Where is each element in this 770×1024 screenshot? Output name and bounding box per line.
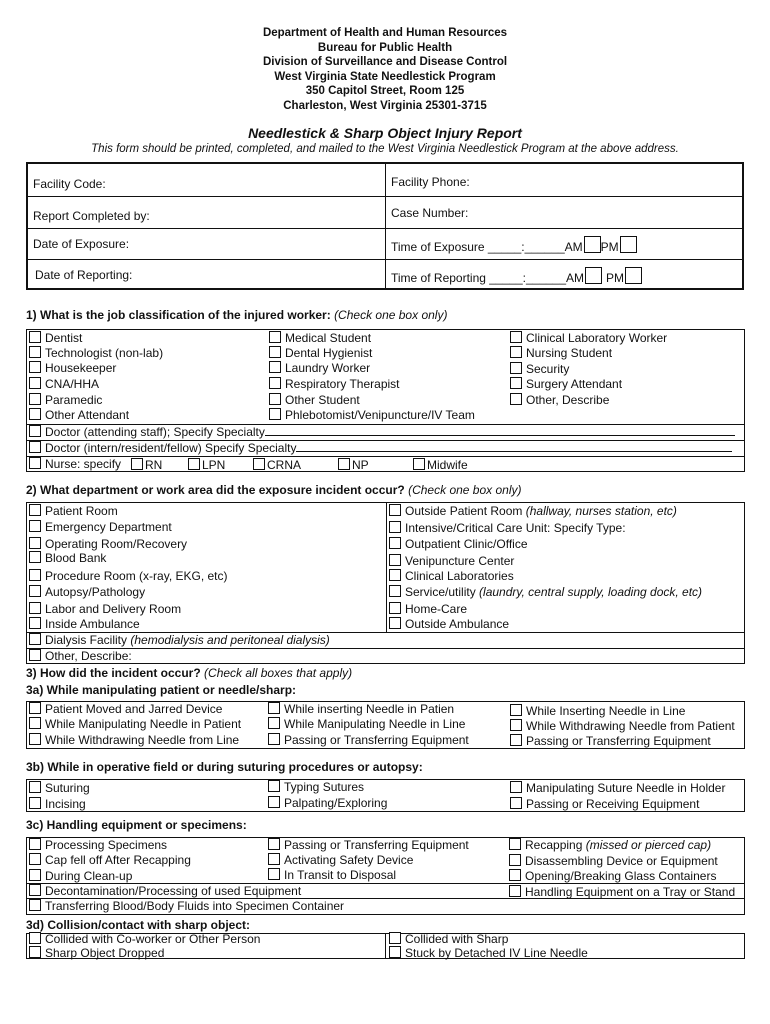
checkbox-icon[interactable] [29, 537, 41, 549]
checkbox-icon[interactable] [29, 797, 41, 809]
info-row-line [28, 228, 742, 229]
q3c-heading: 3c) Handling equipment or specimens: [26, 818, 247, 832]
checkbox-icon[interactable] [269, 331, 281, 343]
incident-option[interactable] [29, 717, 241, 731]
facility-phone-field[interactable]: Facility Phone: [391, 175, 470, 189]
checkbox-icon[interactable] [269, 377, 281, 389]
reporting-pm-checkbox[interactable] [625, 267, 642, 284]
specialty-line[interactable] [296, 441, 732, 452]
option-label: Nursing Student [526, 346, 613, 360]
job-option[interactable] [269, 377, 400, 391]
option-label: While Inserting Needle in Line [526, 704, 686, 718]
operative-option[interactable] [29, 797, 86, 811]
nurse-lpn[interactable] [186, 458, 225, 472]
option-label: Medical Student [285, 331, 372, 345]
option-dialysis[interactable] [29, 633, 330, 647]
facility-code-field[interactable]: Facility Code: [33, 177, 106, 191]
checkbox-icon[interactable] [29, 838, 41, 850]
option-label: Collided with Sharp [405, 932, 509, 946]
equipment-option[interactable] [268, 868, 396, 882]
checkbox-icon[interactable] [510, 346, 522, 358]
checkbox-icon[interactable] [131, 458, 143, 470]
option-label: While Manipulating Needle in Patient [45, 717, 242, 731]
option-label: LPN [202, 458, 226, 472]
collision-option[interactable] [389, 932, 508, 946]
department-option[interactable] [29, 617, 140, 631]
checkbox-icon[interactable] [29, 733, 41, 745]
checkbox-icon[interactable] [413, 458, 425, 470]
option-label: Home-Care [405, 602, 468, 616]
report-info-box [26, 162, 744, 290]
job-option[interactable] [510, 377, 622, 391]
checkbox-icon[interactable] [29, 899, 41, 911]
checkbox-icon[interactable] [509, 854, 521, 866]
option-label: Opening/Breaking Glass Containers [525, 869, 717, 883]
option-label: Inside Ambulance [45, 617, 140, 631]
checkbox-icon[interactable] [29, 869, 41, 881]
option-label: Outside Patient Room [405, 504, 523, 518]
option-label: Passing or Receiving Equipment [526, 797, 700, 811]
q1-question: 1) What is the job classification of the injured worker: [26, 308, 331, 322]
option-label: Passing or Transferring Equipment [284, 838, 469, 852]
job-option[interactable] [510, 346, 612, 360]
checkbox-icon[interactable] [253, 458, 265, 470]
nurse-midwife[interactable] [411, 458, 468, 472]
reporting-am-checkbox[interactable] [585, 267, 602, 284]
option-label: While inserting Needle in Patien [284, 702, 455, 716]
option-label: Autopsy/Pathology [45, 585, 146, 599]
header-line: West Virginia State Needlestick Program [274, 70, 496, 83]
option-label: Manipulating Suture Needle in Holder [526, 781, 726, 795]
checkbox-icon[interactable] [389, 602, 401, 614]
option-label: Dentist [45, 331, 83, 345]
info-row-line [28, 196, 742, 197]
exposure-pm-checkbox[interactable] [620, 236, 637, 253]
time-of-exposure-label: Time of Exposure _____:______AM [391, 240, 583, 254]
form-subtitle: This form should be printed, completed, and mailed to the West Virginia Needlestick Program at the above address. [91, 143, 679, 155]
pm-label: PM [606, 271, 625, 285]
job-option[interactable] [29, 393, 102, 407]
q2-heading [26, 483, 521, 497]
equipment-option[interactable] [29, 853, 191, 867]
checkbox-icon[interactable] [510, 719, 522, 731]
q3-question: 3) How did the incident occur? [26, 666, 201, 680]
incident-option[interactable] [510, 704, 685, 718]
option-label: Handling Equipment on a Tray or Stand [525, 885, 736, 899]
q3d-divider [385, 933, 386, 959]
option-hint: (hemodialysis and peritoneal dialysis) [130, 633, 330, 647]
equipment-option[interactable] [268, 838, 469, 852]
option-label: Surgery Attendant [526, 377, 623, 391]
option-decontamination[interactable] [29, 884, 301, 898]
option-label: While Withdrawing Needle from Line [45, 733, 240, 747]
equipment-option[interactable] [29, 838, 167, 852]
checkbox-icon[interactable] [29, 946, 41, 958]
department-option[interactable] [29, 569, 228, 583]
incident-option[interactable] [510, 734, 711, 748]
checkbox-icon[interactable] [389, 617, 401, 629]
option-label: Procedure Room (x-ray, EKG, etc) [45, 569, 228, 583]
department-option[interactable] [389, 569, 514, 583]
q2-question: 2) What department or work area did the exposure incident occur? [26, 483, 405, 497]
option-label: Typing Sutures [284, 780, 365, 794]
option-label: Doctor (attending staff); Specify Specialty [45, 425, 265, 439]
checkbox-icon[interactable] [29, 781, 41, 793]
option-doctor-intern[interactable] [29, 441, 732, 455]
equipment-option[interactable] [509, 869, 716, 883]
option-label: CNA/HHA [45, 377, 100, 391]
checkbox-icon[interactable] [29, 649, 41, 661]
operative-option[interactable] [268, 796, 387, 810]
time-of-reporting-label: Time of Reporting _____:______AM [391, 271, 585, 285]
option-recapping[interactable] [509, 838, 711, 852]
job-option[interactable] [269, 393, 360, 407]
checkbox-icon[interactable] [389, 521, 401, 533]
checkbox-icon[interactable] [268, 780, 280, 792]
option-label: During Clean-up [45, 869, 133, 883]
checkbox-icon[interactable] [510, 393, 522, 405]
checkbox-icon[interactable] [29, 425, 41, 437]
info-row-line [28, 259, 742, 260]
checkbox-icon[interactable] [389, 585, 401, 597]
header-line: Bureau for Public Health [317, 41, 453, 54]
checkbox-icon[interactable] [510, 797, 522, 809]
department-option[interactable] [29, 537, 187, 551]
q2-hint: (Check one box only) [408, 483, 522, 497]
option-label: RN [145, 458, 163, 472]
exposure-am-checkbox[interactable] [584, 236, 601, 253]
equipment-option[interactable] [29, 869, 132, 883]
checkbox-icon[interactable] [389, 569, 401, 581]
checkbox-icon[interactable] [269, 408, 281, 420]
option-label: Collided with Co-worker or Other Person [45, 932, 261, 946]
incident-option[interactable] [29, 733, 239, 747]
option-label: NP [352, 458, 369, 472]
option-label: Midwife [427, 458, 468, 472]
equipment-option[interactable] [509, 854, 718, 868]
checkbox-icon[interactable] [509, 869, 521, 881]
checkbox-icon[interactable] [29, 393, 41, 405]
info-divider [385, 164, 386, 288]
option-label: Processing Specimens [45, 838, 168, 852]
option-label: Dental Hygienist [285, 346, 373, 360]
option-label: Patient Moved and Jarred Device [45, 702, 223, 716]
collision-option[interactable] [389, 946, 588, 960]
department-option[interactable] [29, 520, 172, 534]
option-label: Laundry Worker [285, 361, 371, 375]
incident-option[interactable] [29, 702, 222, 716]
checkbox-icon[interactable] [29, 702, 41, 714]
checkbox-icon[interactable] [29, 717, 41, 729]
checkbox-icon[interactable] [29, 457, 41, 469]
checkbox-icon[interactable] [269, 361, 281, 373]
checkbox-icon[interactable] [509, 885, 521, 897]
header-line: Division of Surveillance and Disease Control [262, 56, 508, 68]
option-label: Outside Ambulance [405, 617, 510, 631]
checkbox-icon[interactable] [389, 537, 401, 549]
option-label: Paramedic [45, 393, 103, 407]
option-hint: (laundry, central supply, loading dock, etc) [479, 585, 703, 599]
option-label: Other, Describe [526, 393, 610, 407]
job-option[interactable] [29, 346, 163, 360]
department-option[interactable] [389, 602, 467, 616]
option-label: Clinical Laboratory Worker [526, 331, 668, 345]
incident-option[interactable] [268, 717, 465, 731]
job-option[interactable] [510, 393, 609, 407]
date-of-exposure-field[interactable]: Date of Exposure: [33, 237, 130, 251]
q1-row-line [26, 456, 745, 457]
option-label: Emergency Department [45, 520, 172, 534]
option-label: Security [526, 362, 570, 376]
checkbox-icon[interactable] [268, 717, 280, 729]
time-of-reporting-field[interactable] [391, 267, 642, 285]
option-label: Dialysis Facility [45, 633, 128, 647]
collision-option[interactable] [29, 932, 260, 946]
agency-header [0, 26, 770, 113]
option-label: While Withdrawing Needle from Patient [526, 719, 735, 733]
q2-row-line [26, 648, 745, 649]
option-label: Incising [45, 797, 86, 811]
time-of-exposure-field[interactable] [391, 236, 637, 254]
job-option[interactable] [510, 362, 569, 376]
header-line: 350 Capitol Street, Room 125 [305, 85, 465, 97]
checkbox-icon[interactable] [29, 551, 41, 563]
checkbox-icon[interactable] [389, 504, 401, 516]
form-title: Needlestick & Sharp Object Injury Report [248, 125, 522, 141]
option-label: Suturing [45, 781, 90, 795]
department-option[interactable] [29, 504, 118, 518]
checkbox-icon[interactable] [29, 932, 41, 944]
checkbox-icon[interactable] [510, 377, 522, 389]
option-label: Housekeeper [45, 361, 117, 375]
checkbox-icon[interactable] [510, 781, 522, 793]
option-transferring-blood[interactable] [29, 899, 344, 913]
operative-option[interactable] [510, 781, 725, 795]
department-option[interactable] [29, 585, 145, 599]
option-hint: (missed or pierced cap) [585, 838, 712, 852]
checkbox-icon[interactable] [29, 346, 41, 358]
pm-label: PM [600, 240, 619, 254]
job-option[interactable] [269, 408, 475, 422]
option-label: Other Attendant [45, 408, 130, 422]
checkbox-icon[interactable] [29, 504, 41, 516]
checkbox-icon[interactable] [29, 520, 41, 532]
option-label: Venipuncture Center [405, 554, 515, 568]
option-label: Sharp Object Dropped [45, 946, 165, 960]
option-label: Service/utility [405, 585, 476, 599]
checkbox-icon[interactable] [338, 458, 350, 470]
job-option[interactable] [29, 377, 99, 391]
q3d-heading: 3d) Collision/contact with sharp object: [26, 918, 251, 932]
checkbox-icon[interactable] [510, 331, 522, 343]
department-option[interactable] [389, 554, 514, 568]
checkbox-icon[interactable] [29, 633, 41, 645]
header-line: Charleston, West Virginia 25301-3715 [283, 99, 487, 112]
checkbox-icon[interactable] [29, 361, 41, 373]
checkbox-icon[interactable] [268, 702, 280, 714]
checkbox-icon[interactable] [29, 853, 41, 865]
option-label: Blood Bank [45, 551, 107, 565]
incident-option[interactable] [510, 719, 735, 733]
option-label: Passing or Transferring Equipment [526, 734, 711, 748]
option-label: Cap fell off After Recapping [45, 853, 191, 867]
checkbox-icon[interactable] [188, 458, 200, 470]
checkbox-icon[interactable] [29, 441, 41, 453]
checkbox-icon[interactable] [268, 853, 280, 865]
equipment-option[interactable] [509, 885, 735, 899]
incident-option[interactable] [268, 733, 469, 747]
checkbox-icon[interactable] [510, 362, 522, 374]
department-option[interactable] [389, 504, 677, 518]
option-label: Technologist (non-lab) [45, 346, 164, 360]
specialty-line[interactable] [265, 425, 735, 436]
option-doctor-attending[interactable] [29, 425, 735, 439]
report-completed-by-field[interactable]: Report Completed by: [33, 209, 150, 223]
option-label: CRNA [267, 458, 302, 472]
option-label: Other Student [285, 393, 360, 407]
checkbox-icon[interactable] [389, 932, 401, 944]
checkbox-icon[interactable] [389, 554, 401, 566]
option-label: Operating Room/Recovery [45, 537, 188, 551]
header-line: Department of Health and Human Resources [262, 27, 508, 39]
q3-heading [26, 666, 352, 680]
department-option[interactable] [389, 617, 509, 631]
option-label: Respiratory Therapist [285, 377, 400, 391]
option-label: Outpatient Clinic/Office [405, 537, 528, 551]
checkbox-icon[interactable] [269, 346, 281, 358]
option-hint: (hallway, nurses station, etc) [525, 504, 677, 518]
department-option[interactable] [29, 551, 106, 565]
option-label: Recapping [525, 838, 583, 852]
option-label: Phlebotomist/Venipuncture/IV Team [285, 408, 475, 422]
checkbox-icon[interactable] [29, 602, 41, 614]
option-label: While Manipulating Needle in Line [284, 717, 466, 731]
job-option[interactable] [269, 361, 370, 375]
checkbox-icon[interactable] [29, 884, 41, 896]
checkbox-icon[interactable] [29, 585, 41, 597]
option-label: Labor and Delivery Room [45, 602, 182, 616]
option-label: Nurse: specify [45, 457, 122, 471]
checkbox-icon[interactable] [29, 408, 41, 420]
option-nurse[interactable] [29, 457, 121, 471]
q3-hint: (Check all boxes that apply) [204, 666, 353, 680]
checkbox-icon[interactable] [269, 393, 281, 405]
option-label: Patient Room [45, 504, 118, 518]
incident-option[interactable] [268, 702, 454, 716]
option-label: Other, Describe: [45, 649, 132, 663]
date-of-reporting-field[interactable]: Date of Reporting: [35, 268, 133, 282]
nurse-crna[interactable] [251, 458, 301, 472]
checkbox-icon[interactable] [29, 617, 41, 629]
department-option[interactable] [389, 521, 626, 535]
checkbox-icon[interactable] [268, 838, 280, 850]
option-label: Decontamination/Processing of used Equipment [45, 884, 302, 898]
department-option[interactable] [389, 537, 528, 551]
q3a-heading: 3a) While manipulating patient or needle/sharp: [26, 683, 297, 697]
operative-option[interactable] [510, 797, 699, 811]
job-option[interactable] [510, 331, 667, 345]
option-label: Passing or Transferring Equipment [284, 733, 469, 747]
checkbox-icon[interactable] [510, 704, 522, 716]
equipment-option[interactable] [268, 853, 413, 867]
job-option[interactable] [29, 408, 129, 422]
department-option[interactable] [29, 602, 181, 616]
checkbox-icon[interactable] [29, 377, 41, 389]
checkbox-icon[interactable] [510, 734, 522, 746]
collision-option[interactable] [29, 946, 164, 960]
q3b-heading: 3b) While in operative field or during suturing procedures or autopsy: [26, 760, 423, 774]
nurse-rn[interactable] [129, 458, 162, 472]
case-number-field[interactable]: Case Number: [391, 206, 469, 220]
nurse-np[interactable] [336, 458, 369, 472]
checkbox-icon[interactable] [389, 946, 401, 958]
operative-option[interactable] [29, 781, 90, 795]
job-option[interactable] [29, 361, 116, 375]
option-label: Doctor (intern/resident/fellow) Specify Specialty [45, 441, 297, 455]
q2-divider [386, 502, 387, 632]
option-label: Intensive/Critical Care Unit: Specify Type: [405, 521, 626, 535]
option-label: Disassembling Device or Equipment [525, 854, 718, 868]
job-option[interactable] [269, 331, 371, 345]
checkbox-icon[interactable] [268, 796, 280, 808]
option-label: Palpating/Exploring [284, 796, 388, 810]
q1-heading [26, 308, 447, 322]
department-option[interactable] [389, 585, 702, 599]
option-other-describe[interactable] [29, 649, 132, 663]
checkbox-icon[interactable] [268, 733, 280, 745]
checkbox-icon[interactable] [268, 868, 280, 880]
checkbox-icon[interactable] [29, 331, 41, 343]
option-label: Transferring Blood/Body Fluids into Specimen Container [45, 899, 345, 913]
option-label: Activating Safety Device [284, 853, 414, 867]
option-label: Clinical Laboratories [405, 569, 514, 583]
checkbox-icon[interactable] [29, 569, 41, 581]
option-label: Stuck by Detached IV Line Needle [405, 946, 588, 960]
checkbox-icon[interactable] [509, 838, 521, 850]
option-label: In Transit to Disposal [284, 868, 397, 882]
job-option[interactable] [29, 331, 82, 345]
job-option[interactable] [269, 346, 372, 360]
q1-hint: (Check one box only) [334, 308, 448, 322]
operative-option[interactable] [268, 780, 364, 794]
